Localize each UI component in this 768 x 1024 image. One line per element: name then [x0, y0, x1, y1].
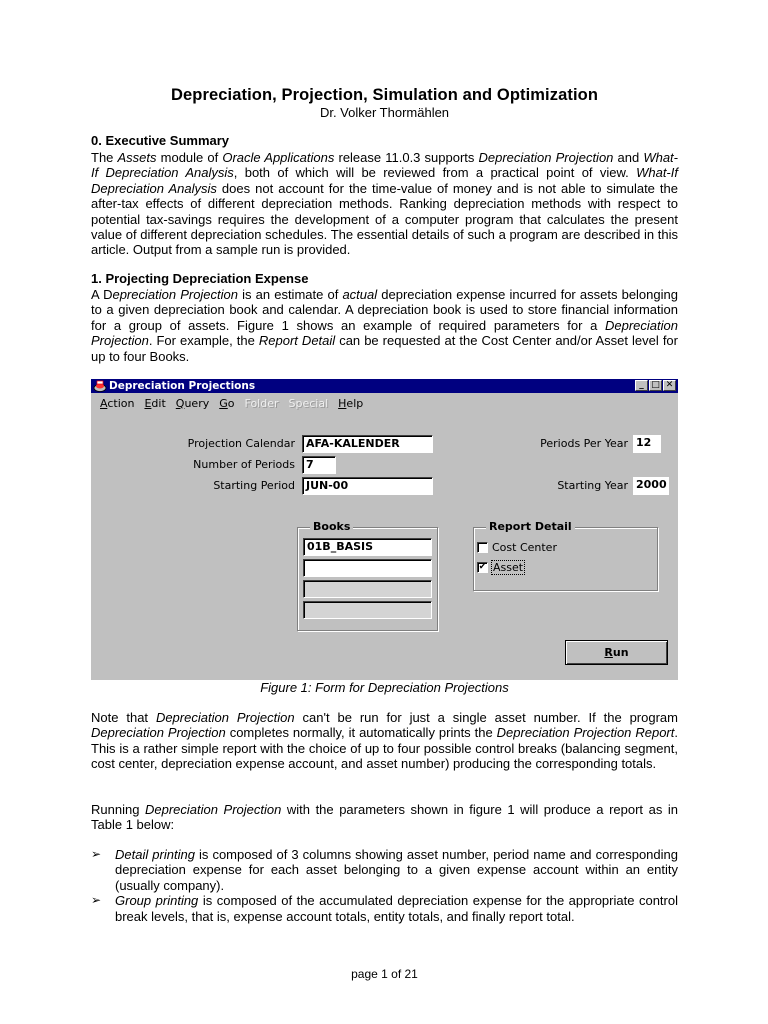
starting-period-label: Starting Period: [213, 479, 295, 492]
asset-label: Asset: [493, 561, 524, 574]
section-heading-projecting: 1. Projecting Depreciation Expense: [91, 271, 309, 286]
window-title-bar[interactable]: [91, 379, 678, 393]
projecting-paragraph: A Depreciation Projection is an estimate of actual depreciation expense incurred for assets belonging to a given depreciation book and calendar. A depreciation book is used to store financial information for a group of assets. Figure 1 shows an example of required parameters for a Depreciation Projection. For example, the Report Detail can be requested at the Cost Center and/or Asset level for up to four Books.: [91, 287, 678, 364]
document-title: Depreciation, Projection, Simulation and Optimization: [170, 86, 598, 104]
starting-year-field[interactable]: 2000: [633, 477, 669, 495]
cost-center-checkbox[interactable]: [477, 541, 557, 554]
run-button[interactable]: R un: [565, 640, 668, 665]
menu-action[interactable]: Action: [100, 396, 135, 410]
note-paragraph: Note that Depreciation Projection can't be run for just a single asset number. If the program Depreciation Projection completes normally, it automatically prints the Depreciation Projection Report. This is a rather simple report with the choice of up to four possible control breaks (balancing segment, cost center, depreciation expense account, and asset number) producing the corresponding totals.: [91, 710, 678, 772]
report-detail-group: [473, 520, 658, 591]
window-controls: [634, 380, 676, 391]
menu-bar: [91, 393, 678, 413]
books-group-title: Books: [310, 520, 353, 533]
book-field-2[interactable]: [303, 559, 432, 577]
periods-per-year-field[interactable]: 12: [633, 435, 661, 453]
oracle-app-icon: [93, 380, 107, 392]
figure-caption: Figure 1: Form for Depreciation Projections: [260, 680, 509, 695]
menu-special: Special: [288, 396, 329, 410]
books-group: [297, 520, 438, 631]
document-author: Dr. Volker Thormählen: [319, 105, 450, 120]
minimize-button[interactable]: _: [635, 380, 648, 391]
book-field-4[interactable]: [303, 601, 432, 619]
menu-help[interactable]: Help: [338, 396, 364, 410]
section-heading-executive-summary: 0. Executive Summary: [91, 133, 230, 148]
menu-go[interactable]: Go: [219, 396, 235, 410]
bullet-item-detail-printing: [91, 847, 678, 893]
number-of-periods-label: Number of Periods: [193, 458, 295, 471]
bullet-item-group-printing: [91, 893, 678, 924]
depreciation-projections-window: [91, 379, 678, 680]
executive-summary-paragraph: The Assets module of Oracle Applications release 11.0.3 supports Depreciation Projection and What-If Depreciation Analysis, both of which will be reviewed from a practical point of view. What-If Depreciation Analysis does not account for the time-value of money and is not able to simulate the after-tax effects of different depreciation methods. Ranking depreciation methods with respect to potential tax-savings requires the development of a computer program that calculates the present value of different depreciation schedules. The essential details of such a program are described in this article. Output from a sample run is provided.: [91, 150, 678, 258]
report-detail-group-title: Report Detail: [486, 520, 575, 533]
page-number: page 1 of 21: [351, 967, 418, 981]
bullet-list: [91, 847, 678, 924]
starting-year-label: Starting Year: [557, 479, 628, 492]
bullet-text: Group printing is composed of the accumulated depreciation expense for the appropriate control break levels, that is, expense account totals, entity totals, and finally report total.: [115, 893, 678, 924]
projection-calendar-label: Projection Calendar: [187, 437, 295, 450]
menu-folder: Folder: [244, 396, 279, 410]
book-field-1[interactable]: 01B_BASIS: [303, 538, 432, 556]
arrow-bullet-icon: ➢: [91, 893, 102, 908]
starting-period-field[interactable]: JUN-00: [302, 477, 433, 495]
projection-calendar-field[interactable]: AFA-KALENDER: [302, 435, 433, 453]
cost-center-label: Cost Center: [492, 541, 557, 554]
menu-query[interactable]: Query: [175, 396, 210, 410]
window-title: Depreciation Projections: [109, 380, 256, 392]
bullet-text: Detail printing is composed of 3 columns showing asset number, period name and corresponding depreciation expense for each asset belonging to a given expense account within an entity (usually company).: [115, 847, 678, 893]
close-button[interactable]: ✕: [663, 380, 676, 391]
checkbox-checked-icon[interactable]: ✔: [478, 562, 487, 572]
book-field-3[interactable]: [303, 580, 432, 598]
maximize-button[interactable]: □: [649, 380, 662, 391]
arrow-bullet-icon: ➢: [91, 847, 102, 861]
periods-per-year-label: Periods Per Year: [540, 437, 628, 450]
running-paragraph: Running Depreciation Projection with the parameters shown in figure 1 will produce a report as in Table 1 below:: [91, 802, 678, 833]
menu-edit[interactable]: Edit: [144, 396, 166, 410]
checkbox-unchecked-icon[interactable]: [477, 542, 488, 553]
number-of-periods-field[interactable]: 7: [302, 456, 336, 474]
asset-checkbox[interactable]: [477, 561, 524, 574]
